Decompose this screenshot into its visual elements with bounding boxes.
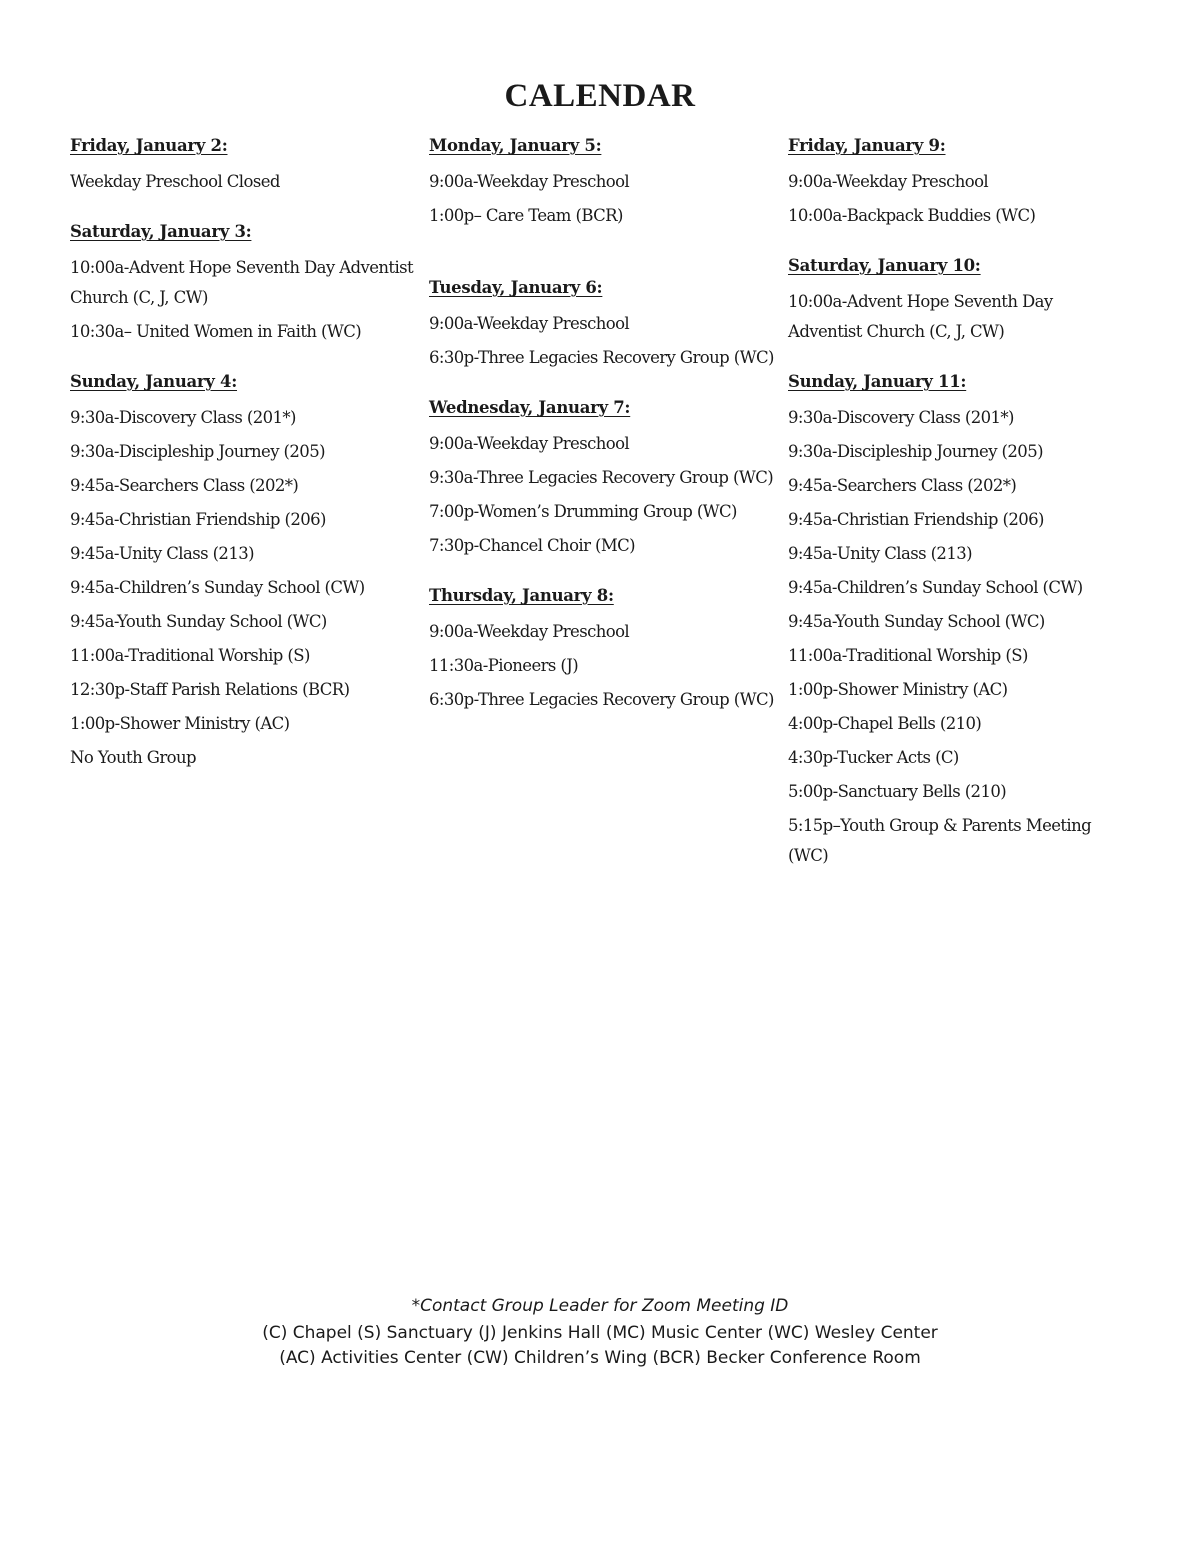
day-heading: Tuesday, January 6: xyxy=(429,278,603,297)
event-item: 1:00p– Care Team (BCR) xyxy=(429,206,623,225)
day-heading: Thursday, January 8: xyxy=(429,586,614,605)
event-item: 9:30a-Three Legacies Recovery Group (WC) xyxy=(429,468,774,487)
day-heading: Saturday, January 10: xyxy=(788,256,981,275)
event-item: 9:45a-Christian Friendship (206) xyxy=(70,510,326,529)
event-item: No Youth Group xyxy=(70,748,196,767)
event-item: 4:00p-Chapel Bells (210) xyxy=(788,714,982,733)
event-item: 11:30a-Pioneers (J) xyxy=(429,656,579,675)
event-item: 10:00a-Advent Hope Seventh Day Adventist Church (C, J, CW) xyxy=(788,292,1053,341)
day-friday-jan-2 xyxy=(70,133,420,197)
day-sunday-jan-4 xyxy=(70,369,420,773)
event-item: 9:45a-Searchers Class (202*) xyxy=(70,476,299,495)
event-item: 9:45a-Children’s Sunday School (CW) xyxy=(788,578,1083,597)
event-item: 9:00a-Weekday Preschool xyxy=(429,172,630,191)
day-monday-jan-5 xyxy=(429,133,779,231)
event-item: 9:45a-Searchers Class (202*) xyxy=(788,476,1017,495)
event-item: 10:00a-Backpack Buddies (WC) xyxy=(788,206,1036,225)
event-item: 9:30a-Discovery Class (201*) xyxy=(70,408,296,427)
event-item: 9:45a-Youth Sunday School (WC) xyxy=(70,612,327,631)
event-item: 9:45a-Christian Friendship (206) xyxy=(788,510,1044,529)
event-item: Weekday Preschool Closed xyxy=(70,172,280,191)
page-title: CALENDAR xyxy=(504,78,696,114)
event-item: 9:45a-Unity Class (213) xyxy=(788,544,972,563)
day-tuesday-jan-6 xyxy=(429,275,779,373)
day-saturday-jan-3 xyxy=(70,219,420,347)
calendar-column-1 xyxy=(70,133,420,795)
legend-line-1: (C) Chapel (S) Sanctuary (J) Jenkins Hall (MC) Music Center (WC) Wesley Center xyxy=(262,1323,938,1343)
calendar-column-3 xyxy=(788,133,1118,893)
event-item: 7:30p-Chancel Choir (MC) xyxy=(429,536,636,555)
day-heading: Saturday, January 3: xyxy=(70,222,252,241)
day-heading: Sunday, January 4: xyxy=(70,372,238,391)
event-item: 9:00a-Weekday Preschool xyxy=(429,434,630,453)
event-item: 11:00a-Traditional Worship (S) xyxy=(788,646,1028,665)
event-item: 9:45a-Unity Class (213) xyxy=(70,544,254,563)
event-item: 9:00a-Weekday Preschool xyxy=(429,314,630,333)
event-item: 9:45a-Children’s Sunday School (CW) xyxy=(70,578,365,597)
day-heading: Wednesday, January 7: xyxy=(429,398,631,417)
event-item: 4:30p-Tucker Acts (C) xyxy=(788,748,959,767)
day-heading: Sunday, January 11: xyxy=(788,372,967,391)
day-thursday-jan-8 xyxy=(429,583,779,715)
event-item: 1:00p-Shower Ministry (AC) xyxy=(788,680,1008,699)
event-item: 10:00a-Advent Hope Seventh Day Adventist Church (C, J, CW) xyxy=(70,258,414,307)
event-item: 5:15p–Youth Group & Parents Meeting (WC) xyxy=(788,816,1092,865)
event-item: 6:30p-Three Legacies Recovery Group (WC) xyxy=(429,690,774,709)
calendar-column-2 xyxy=(429,133,779,737)
day-heading: Friday, January 2: xyxy=(70,136,228,155)
event-item: 1:00p-Shower Ministry (AC) xyxy=(70,714,290,733)
event-item: 10:30a– United Women in Faith (WC) xyxy=(70,322,362,341)
day-heading: Monday, January 5: xyxy=(429,136,602,155)
event-item: 9:45a-Youth Sunday School (WC) xyxy=(788,612,1045,631)
day-friday-jan-9 xyxy=(788,133,1118,231)
event-item: 5:00p-Sanctuary Bells (210) xyxy=(788,782,1007,801)
legend-line-2: (AC) Activities Center (CW) Children’s Wing (BCR) Becker Conference Room xyxy=(279,1348,921,1368)
event-item: 9:30a-Discovery Class (201*) xyxy=(788,408,1014,427)
event-item: 7:00p-Women’s Drumming Group (WC) xyxy=(429,502,737,521)
event-item: 6:30p-Three Legacies Recovery Group (WC) xyxy=(429,348,774,367)
day-saturday-jan-10 xyxy=(788,253,1118,347)
event-item: 9:30a-Discipleship Journey (205) xyxy=(70,442,325,461)
day-sunday-jan-11 xyxy=(788,369,1118,871)
location-legend xyxy=(0,1294,1200,1371)
zoom-note: *Contact Group Leader for Zoom Meeting ID xyxy=(411,1296,789,1316)
event-item: 9:30a-Discipleship Journey (205) xyxy=(788,442,1043,461)
day-wednesday-jan-7 xyxy=(429,395,779,561)
event-item: 9:00a-Weekday Preschool xyxy=(429,622,630,641)
day-heading: Friday, January 9: xyxy=(788,136,946,155)
event-item: 11:00a-Traditional Worship (S) xyxy=(70,646,310,665)
event-item: 9:00a-Weekday Preschool xyxy=(788,172,989,191)
event-item: 12:30p-Staff Parish Relations (BCR) xyxy=(70,680,350,699)
